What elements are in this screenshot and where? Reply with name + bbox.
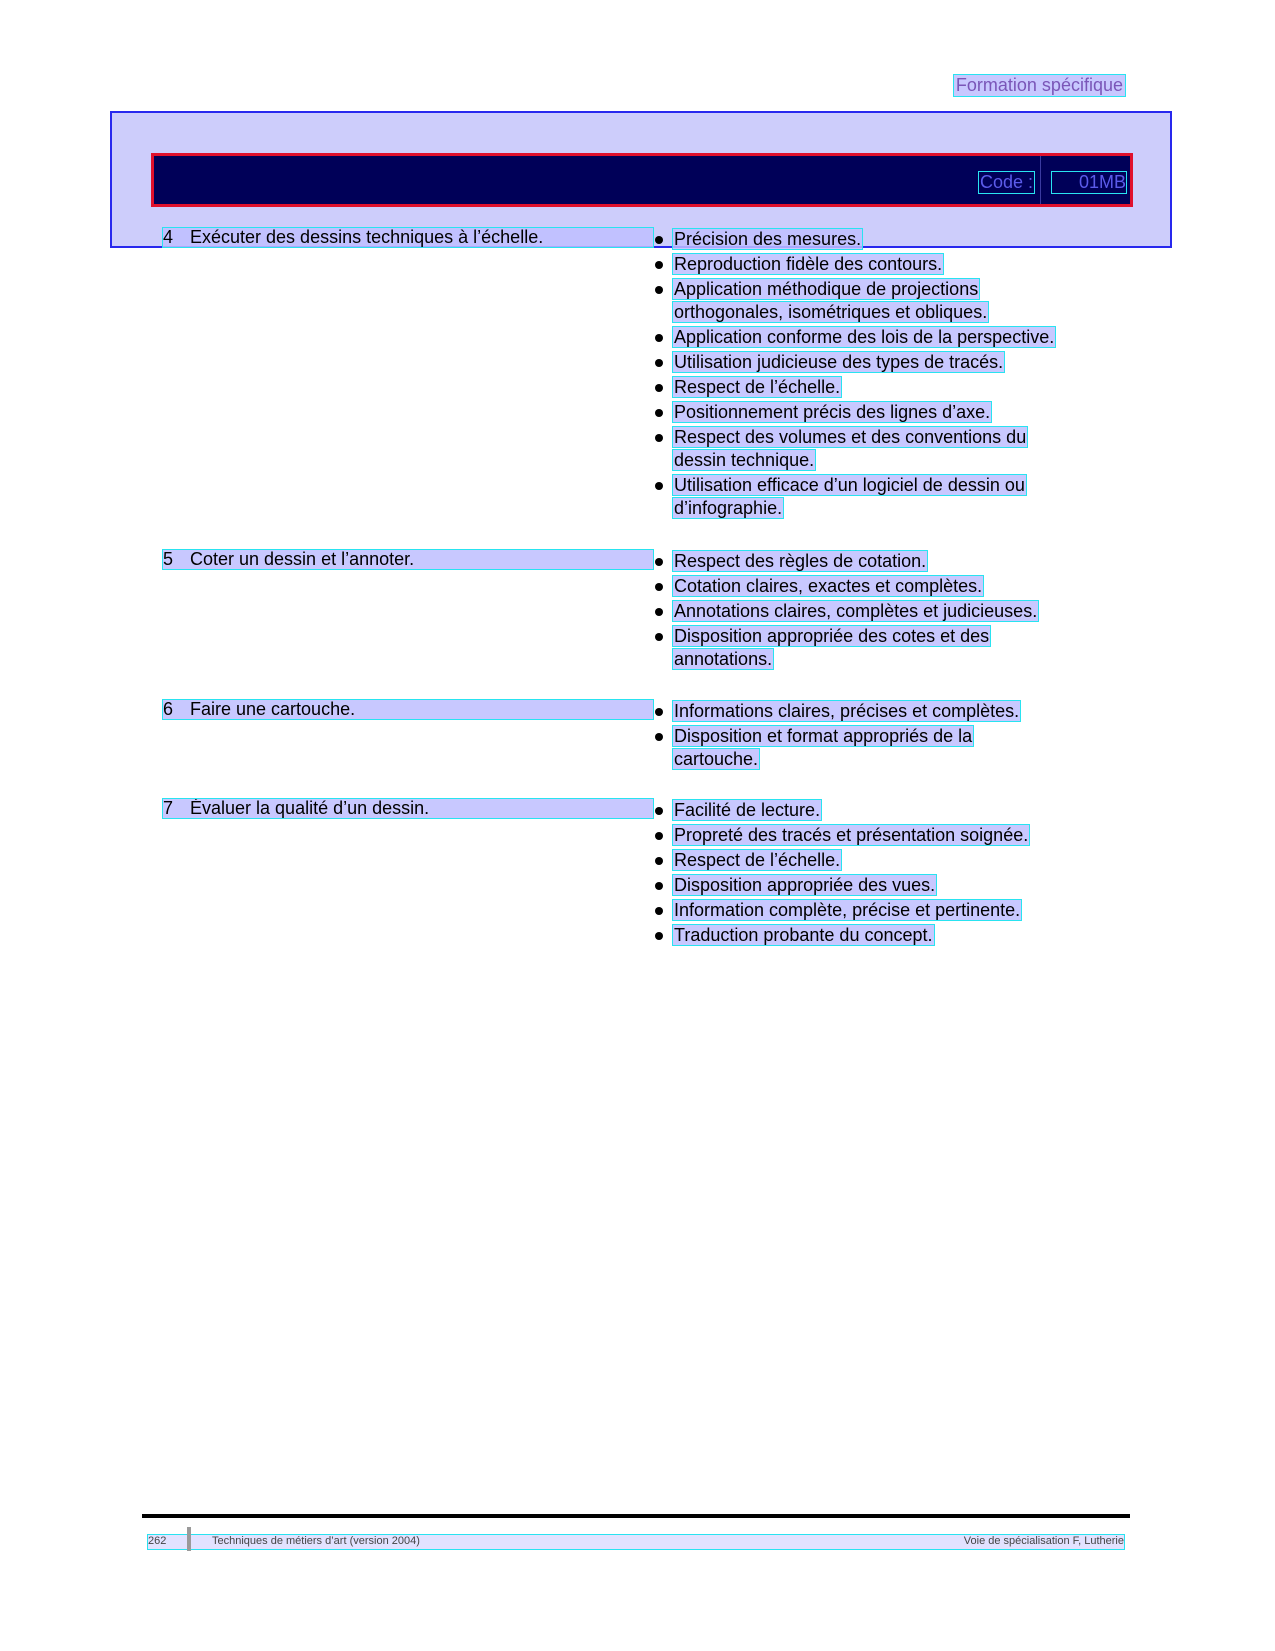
bullet-icon: [655, 359, 663, 367]
element-statement: [163, 228, 653, 247]
criteria-list: [653, 228, 1123, 522]
bullet-icon: [655, 409, 663, 417]
bullet-icon: [655, 832, 663, 840]
element-number: 7: [163, 798, 174, 818]
criterion: Informations claires, précises et complètes.: [653, 700, 1123, 723]
criterion: Information complète, précise et pertinente.: [653, 899, 1123, 922]
bullet-icon: [655, 334, 663, 342]
criterion: Respect de l’échelle.: [653, 849, 1123, 872]
page-footer: [148, 1535, 1124, 1549]
bullet-icon: [655, 434, 663, 442]
criterion: Respect de l’échelle.: [653, 376, 1123, 399]
element-text: Exécuter des dessins techniques à l’échelle.: [190, 227, 544, 247]
criterion: Disposition et format appropriés de la cartouche.: [653, 725, 1023, 771]
element-number: 4: [163, 227, 174, 247]
bullet-icon: [655, 482, 663, 490]
document-title: Techniques de métiers d’art (version 2004): [212, 1535, 420, 1547]
criterion: Traduction probante du concept.: [653, 924, 1123, 947]
element-text: Faire une cartouche.: [190, 699, 356, 719]
element-text: Coter un dessin et l’annoter.: [190, 549, 415, 569]
bullet-icon: [655, 733, 663, 741]
bullet-icon: [655, 236, 663, 244]
bullet-icon: [655, 857, 663, 865]
bullet-icon: [655, 608, 663, 616]
criterion: Disposition appropriée des cotes et des annotations.: [653, 625, 1043, 671]
code-value: 01MB: [1052, 172, 1126, 193]
element-statement: [163, 799, 653, 818]
code-bar: [151, 153, 1133, 207]
criterion: Précision des mesures.: [653, 228, 1123, 251]
criterion: Reproduction fidèle des contours.: [653, 253, 1123, 276]
bullet-icon: [655, 932, 663, 940]
criterion: Application méthodique de projections orthogonales, isométriques et obliques.: [653, 278, 1033, 324]
criterion: Annotations claires, complètes et judicieuses.: [653, 600, 1123, 623]
running-head: Formation spécifique: [955, 75, 1123, 95]
criterion: Positionnement précis des lignes d’axe.: [653, 401, 1123, 424]
specialization-label: Voie de spécialisation F, Lutherie: [963, 1535, 1124, 1547]
element-statement: [163, 550, 653, 569]
criterion: Respect des volumes et des conventions du dessin technique.: [653, 426, 1078, 472]
bullet-icon: [655, 261, 663, 269]
criterion: Propreté des tracés et présentation soignée.: [653, 824, 1123, 847]
footer-rule: [142, 1514, 1130, 1518]
criterion: Cotation claires, exactes et complètes.: [653, 575, 1123, 598]
criterion: Utilisation efficace d’un logiciel de dessin ou d’infographie.: [653, 474, 1078, 520]
bullet-icon: [655, 708, 663, 716]
bullet-icon: [655, 882, 663, 890]
bullet-icon: [655, 583, 663, 591]
code-bar-divider: [1040, 156, 1041, 204]
criterion: Respect des règles de cotation.: [653, 550, 1123, 573]
criterion: Disposition appropriée des vues.: [653, 874, 1123, 897]
element-number: 5: [163, 549, 174, 569]
page-number: 262: [148, 1535, 167, 1547]
bullet-icon: [655, 286, 663, 294]
criteria-list: [653, 799, 1123, 949]
criterion: Utilisation judicieuse des types de tracés.: [653, 351, 1123, 374]
element-statement: [163, 700, 653, 719]
bullet-icon: [655, 633, 663, 641]
bullet-icon: [655, 807, 663, 815]
element-number: 6: [163, 699, 174, 719]
bullet-icon: [655, 384, 663, 392]
criteria-list: [653, 700, 1123, 773]
code-label: Code :: [979, 172, 1033, 192]
bullet-icon: [655, 907, 663, 915]
criteria-list: [653, 550, 1123, 673]
footer-divider: [187, 1527, 191, 1551]
element-text: Évaluer la qualité d’un dessin.: [190, 798, 430, 818]
criterion: Facilité de lecture.: [653, 799, 1123, 822]
criterion: Application conforme des lois de la perspective.: [653, 326, 1123, 349]
bullet-icon: [655, 558, 663, 566]
